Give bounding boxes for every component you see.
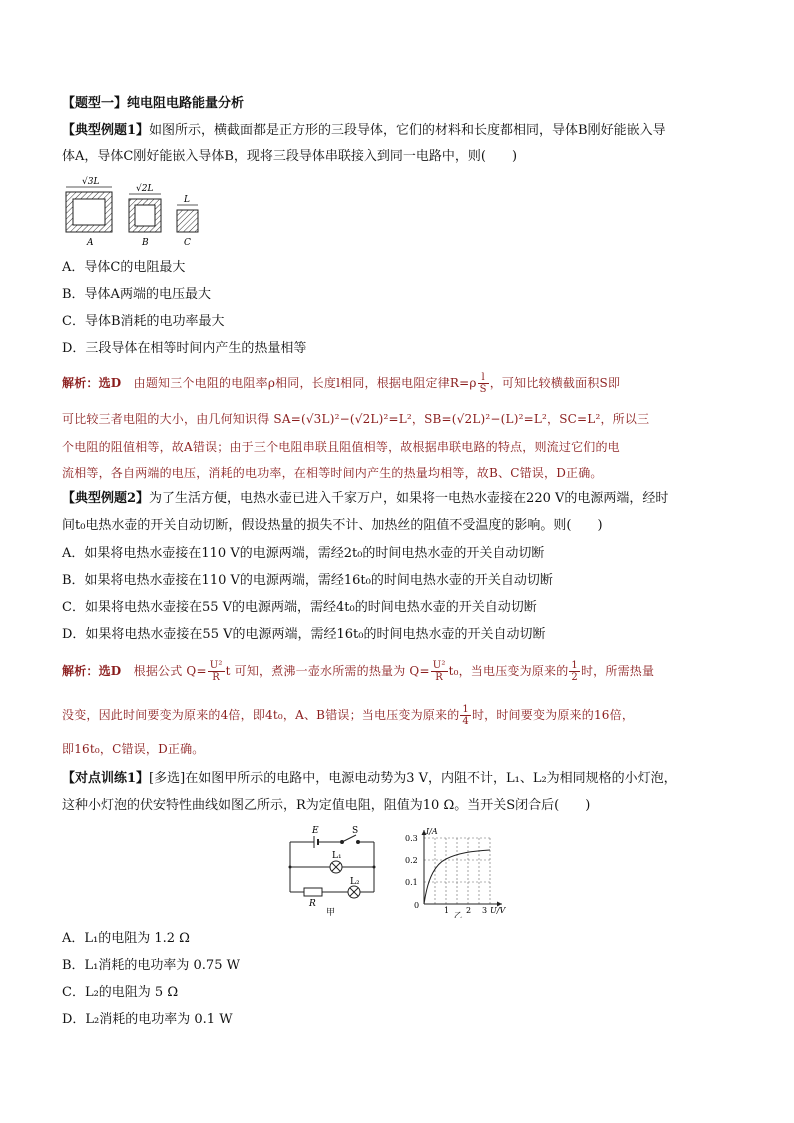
q3-options bbox=[62, 925, 742, 1033]
conductor-a-width-label: √3L bbox=[82, 177, 100, 187]
q2-tag: 【典型例题2】 bbox=[62, 491, 150, 506]
q2-answer-line3: 即16t₀，C错误，D正确。 bbox=[62, 742, 205, 756]
conductor-b-inner bbox=[135, 205, 155, 226]
q3-option-c[interactable]: C．L₂的电阻为 5 Ω bbox=[62, 985, 179, 1000]
fraction-denominator: S bbox=[479, 384, 487, 395]
q1-option-b[interactable]: B．导体A两端的电压最大 bbox=[62, 287, 211, 302]
conductor-c-label: C bbox=[184, 238, 191, 248]
q2-option-d[interactable]: D．如果将电热水壶接在55 V的电源两端，需经16t₀的时间电热水壶的开关自动切断 bbox=[62, 627, 546, 642]
q1-stem-line1 bbox=[62, 118, 742, 144]
q1-answer-text1: 由题知三个电阻的电阻率ρ相同，长度l相同，根据电阻定律R=ρ bbox=[121, 376, 477, 390]
conductor-c-width-label: L bbox=[184, 195, 190, 205]
switch-blade bbox=[342, 835, 356, 842]
fraction-numerator: U² bbox=[209, 660, 223, 671]
conductor-a-inner bbox=[73, 199, 105, 225]
fraction-numerator: 1 bbox=[571, 660, 578, 671]
x-tick-1: 1 bbox=[444, 906, 450, 915]
q1-option-a[interactable]: A．导体C的电阻最大 bbox=[62, 260, 186, 275]
q2-answer-text2b: 时，时间要变为原来的16倍， bbox=[471, 708, 635, 722]
q1-answer-line1 bbox=[62, 370, 742, 396]
label-e: E bbox=[312, 826, 319, 836]
q2-answer-text1d: 时，所需热量 bbox=[580, 664, 655, 678]
q2-fraction-quarter bbox=[460, 704, 471, 727]
fraction-denominator: 2 bbox=[571, 672, 578, 683]
q1-answer-line2: 可比较三者电阻的大小，由几何知识得 SA=(√3L)²−(√2L)²=L²，SB=(√2L)²−(L)²=L²，SC=L²，所以三 bbox=[62, 412, 650, 426]
q3-iu-graph bbox=[402, 826, 508, 918]
fraction-denominator: 4 bbox=[462, 716, 469, 727]
q2-stem-text1: 为了生活方便，电热水壶已进入千家万户，如果将一电热水壶接在220 V的电源两端，经时 bbox=[149, 491, 669, 506]
fraction-numerator: l bbox=[478, 372, 489, 384]
q3-option-d[interactable]: D．L₂消耗的电功率为 0.1 W bbox=[62, 1012, 233, 1027]
x-tick-3: 3 bbox=[482, 906, 488, 915]
label-l1: L₁ bbox=[332, 851, 342, 861]
label-s: S bbox=[352, 826, 359, 836]
q2-answer-line2 bbox=[62, 702, 742, 728]
graph-caption: 乙 bbox=[454, 911, 462, 918]
q1-option-c[interactable]: C．导体B消耗的电功率最大 bbox=[62, 314, 225, 329]
q2-option-b[interactable]: B．如果将电热水壶接在110 V的电源两端，需经16t₀的时间电热水壶的开关自动切断 bbox=[62, 573, 553, 588]
fraction-numerator: U² bbox=[432, 660, 446, 671]
q1-options bbox=[62, 254, 742, 362]
fraction-numerator: 1 bbox=[462, 704, 469, 715]
q3-stem-line2: 这种小灯泡的伏安特性曲线如图乙所示，R为定值电阻，阻值为10 Ω。当开关S闭合后( ) bbox=[62, 798, 591, 813]
q2-stem-line2: 间t₀电热水壶的开关自动切断，假设热量的损失不计、加热丝的阻值不受温度的影响。则( ) bbox=[62, 518, 603, 533]
q2-option-a[interactable]: A．如果将电热水壶接在110 V的电源两端，需经2t₀的时间电热水壶的开关自动切断 bbox=[62, 546, 545, 561]
q2-option-c[interactable]: C．如果将电热水壶接在55 V的电源两端，需经4t₀的时间电热水壶的开关自动切断 bbox=[62, 600, 537, 615]
q1-stem-line2: 体A，导体C刚好能嵌入导体B，现将三段导体串联接入到同一电路中，则( ) bbox=[62, 149, 518, 164]
q3-stem-line1 bbox=[62, 766, 742, 792]
q2-answer-text2a: 没变，因此时间要变为原来的4倍，即4t₀，A、B错误；当电压变为原来的 bbox=[62, 708, 460, 722]
q2-stem-line1 bbox=[62, 486, 742, 512]
q3-stem-text1: [多选]在如图甲所示的电路中，电源电动势为3 V，内阻不计，L₁、L₂为相同规格的小灯泡， bbox=[149, 771, 677, 786]
conductor-a-label: A bbox=[87, 238, 94, 248]
label-l2: L₂ bbox=[350, 877, 360, 887]
q1-answer-lead: 解析：选D bbox=[62, 376, 122, 390]
q2-fraction-half bbox=[569, 660, 580, 683]
q1-answer-line3: 个电阻的阻值相等，故A错误；由于三个电阻串联且阻值相等，故根据串联电路的特点，则流过它们的电 bbox=[62, 440, 620, 454]
q2-answer-lead: 解析：选D bbox=[62, 664, 122, 678]
y-tick-0-3: 0.3 bbox=[405, 834, 418, 843]
graph-x-label: U/V bbox=[490, 906, 506, 915]
q1-answer-text1b: ，可知比较横截面积S即 bbox=[489, 376, 621, 390]
resistor-r bbox=[304, 888, 322, 896]
q2-answer-line1 bbox=[62, 658, 742, 684]
q3-circuit-diagram bbox=[282, 824, 382, 916]
y-tick-0-1: 0.1 bbox=[405, 878, 418, 887]
q1-conductor-figure bbox=[62, 172, 222, 248]
conductor-b-width-label: √2L bbox=[136, 184, 154, 194]
y-tick-0-2: 0.2 bbox=[405, 856, 418, 865]
fraction-denominator: R bbox=[435, 672, 444, 683]
q1-tag: 【典型例题1】 bbox=[62, 123, 150, 138]
circuit-caption: 甲 bbox=[326, 908, 336, 916]
q1-stem-text1: 如图所示，横截面都是正方形的三段导体，它们的材料和长度都相同，导体B刚好能嵌入导 bbox=[149, 123, 666, 138]
x-tick-2: 2 bbox=[466, 906, 472, 915]
q2-answer-text1a: 根据公式 Q= bbox=[121, 664, 207, 678]
section-title: 【题型一】纯电阻电路能量分析 bbox=[62, 96, 245, 111]
q2-fraction-u2-r-2 bbox=[431, 660, 448, 683]
q2-fraction-u2-r-1 bbox=[208, 660, 225, 683]
q2-answer-text1b: t 可知，煮沸一壶水所需的热量为 Q= bbox=[225, 664, 430, 678]
q3-tag: 【对点训练1】 bbox=[62, 771, 150, 786]
q1-answer-fraction bbox=[478, 372, 489, 395]
label-r: R bbox=[309, 899, 316, 909]
conductor-b-label: B bbox=[142, 238, 149, 248]
fraction-denominator: R bbox=[212, 672, 221, 683]
graph-y-label: I/A bbox=[426, 827, 438, 836]
q1-answer-line4: 流相等，各自两端的电压，消耗的电功率，在相等时间内产生的热量均相等，故B、C错误，D正确。 bbox=[62, 466, 603, 480]
graph-origin: 0 bbox=[414, 901, 420, 910]
q3-option-a[interactable]: A．L₁的电阻为 1.2 Ω bbox=[62, 931, 190, 946]
conductor-c bbox=[177, 210, 198, 232]
q2-options bbox=[62, 540, 742, 648]
q2-answer-text1c: t₀，当电压变为原来的 bbox=[448, 664, 569, 678]
q3-option-b[interactable]: B．L₁消耗的电功率为 0.75 W bbox=[62, 958, 240, 973]
q1-option-d[interactable]: D．三段导体在相等时间内产生的热量相等 bbox=[62, 341, 307, 356]
